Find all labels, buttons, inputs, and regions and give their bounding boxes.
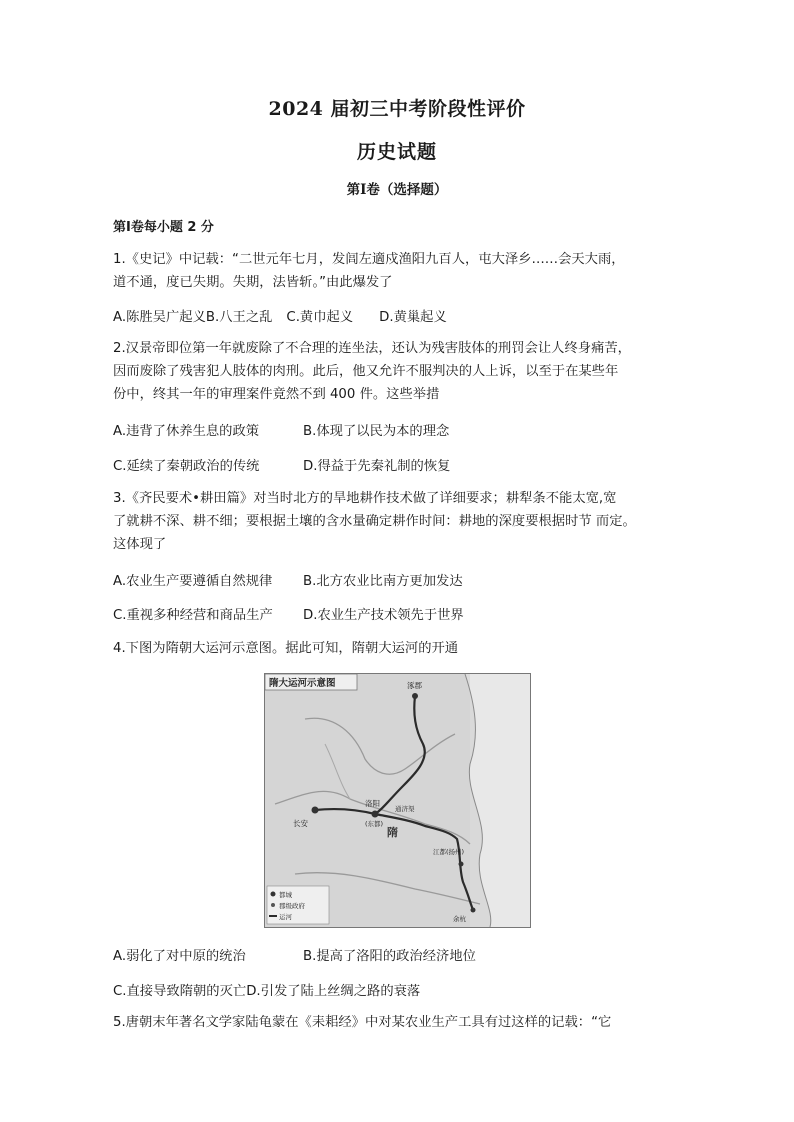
map-label-yuhang: 余杭 — [453, 915, 466, 923]
question-4-options-row1 — [113, 945, 476, 964]
question-1-options — [113, 306, 447, 325]
question-2-line: 份中，终其一年的审理案件竟然不到 400 件。这些举措 — [113, 387, 440, 402]
map-label-sui: 隋 — [387, 826, 398, 839]
map-label-tongjiqu: 通济渠 — [395, 805, 415, 813]
question-5-line: 5.唐朝末年著名文学家陆龟蒙在《耒耜经》中对某农业生产工具有过这样的记载：“它 — [113, 1015, 612, 1030]
question-4-line: 4.下图为隋朝大运河示意图。据此可知，隋朝大运河的开通 — [113, 641, 459, 656]
question-3-options-row1 — [113, 570, 463, 589]
question-4-options-row2 — [113, 980, 420, 999]
subject-title: 历史试题 — [356, 141, 437, 163]
section-title: 第Ⅰ卷（选择题） — [346, 182, 448, 198]
question-3-options-row2 — [113, 604, 464, 623]
option-d[interactable]: D.黄巢起义 — [379, 310, 447, 325]
option-a[interactable]: A.农业生产要遵循自然规律 — [113, 574, 273, 589]
map-legend-prefecture: 郡级政府 — [279, 902, 305, 910]
option-a[interactable]: A.弱化了对中原的统治 — [113, 949, 246, 964]
question-5 — [113, 1011, 698, 1034]
question-1-line: 1.《史记》中记载：“二世元年七月，发闾左適戍渔阳九百人，屯大泽乡……会天大雨， — [113, 252, 625, 267]
option-d[interactable]: D.引发了陆上丝绸之路的衰落 — [246, 984, 421, 999]
question-2 — [113, 337, 698, 406]
question-3-line: 了就耕不深、耕不细；要根据土壤的含水量确定耕作时间：耕地的深度要根据时节 而定。 — [113, 514, 636, 529]
option-c[interactable]: C.重视多种经营和商品生产 — [113, 608, 273, 623]
map-legend-canal: 运河 — [279, 913, 292, 921]
option-b[interactable]: B.提高了洛阳的政治经济地位 — [303, 949, 476, 964]
option-a[interactable]: A.违背了休养生息的政策 — [113, 424, 260, 439]
question-3-line: 这体现了 — [113, 537, 167, 552]
option-b[interactable]: B.体现了以民为本的理念 — [303, 424, 450, 439]
map-label-dongdu: (东都) — [365, 820, 384, 828]
question-2-options-row2 — [113, 455, 450, 474]
score-note: 第Ⅰ卷每小题 2 分 — [113, 220, 214, 235]
option-d[interactable]: D.农业生产技术领先于世界 — [303, 608, 464, 623]
option-c[interactable]: C.直接导致隋朝的灭亡 — [113, 984, 247, 999]
map-label-luoyang: 洛阳 — [365, 799, 380, 808]
map-title: 隋大运河示意图 — [269, 678, 336, 689]
option-c[interactable]: C.黄巾起义 — [286, 310, 354, 325]
option-d[interactable]: D.得益于先秦礼制的恢复 — [303, 459, 451, 474]
option-b[interactable]: B.八王之乱 — [205, 310, 273, 325]
map-label-zhuojun: 涿郡 — [407, 681, 422, 690]
grand-canal-map — [264, 673, 531, 928]
map-label-jiangdu: 江都(扬州) — [433, 848, 465, 856]
question-3-line: 3.《齐民要术•耕田篇》对当时北方的旱地耕作技术做了详细要求；耕犁条不能太宽,宽 — [113, 491, 617, 506]
map-legend-capital: 都城 — [279, 891, 292, 899]
question-2-line: 因而废除了残害犯人肢体的肉刑。此后，他又允许不服判决的人上诉，以至于在某些年 — [113, 364, 619, 379]
map-label-changan: 长安 — [293, 819, 308, 828]
option-c[interactable]: C.延续了秦朝政治的传统 — [113, 459, 260, 474]
exam-title: 2024 届初三中考阶段性评价 — [268, 98, 526, 120]
question-1 — [113, 248, 698, 294]
question-2-line: 2.汉景帝即位第一年就废除了不合理的连坐法，还认为残害肢体的刑罚会让人终身痛苦， — [113, 341, 631, 356]
question-4 — [113, 637, 698, 660]
question-2-options-row1 — [113, 420, 449, 439]
option-b[interactable]: B.北方农业比南方更加发达 — [303, 574, 463, 589]
option-a[interactable]: A.陈胜吴广起义 — [113, 310, 206, 325]
question-1-line: 道不通，度已失期。失期，法皆斩。”由此爆发了 — [113, 275, 393, 290]
question-3 — [113, 487, 698, 556]
